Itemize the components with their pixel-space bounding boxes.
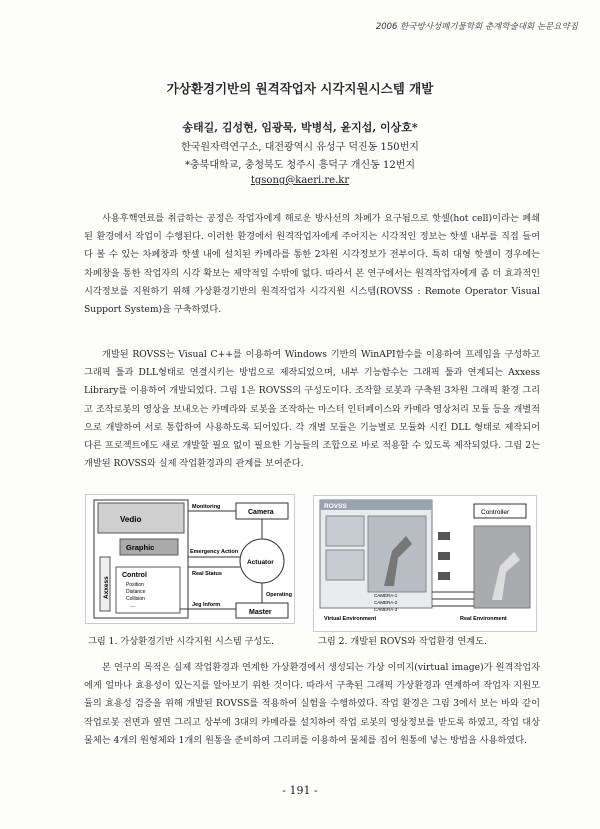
jeginform-label: Jeg Inform <box>192 602 221 608</box>
real-env-label: Real Environment <box>460 616 507 622</box>
paper-title: 가상환경기반의 원격작업자 시각지원시스템 개발 <box>166 81 434 96</box>
camera-1-label: CAMERA-1 <box>374 593 398 598</box>
camera-3-label: CAMERA-3 <box>374 607 398 612</box>
paragraph-3: 본 연구의 목적은 실제 작업환경과 연계한 가상환경에서 생성되는 가상 이미지(virtual image)가 원격작업자에게 얼마나 효용성이 있는지를 알아보기 위한 것이다. 따라서 구축된 그래픽 가상환경과 연계하여 작업자 지원모듈의 효용성 검증을 위해 개발된 ROVSS를 적용하여 실험을 수행하였다. 작업 환경은 그림 3에서 보는 바와 같이 작업로봇 전면과 옆면 그리고 상부에 3대의 카메라를 설치하여 작업 로봇의 영상정보를 받도록 하였고, 작업 대상 물체는 4개의 원형체와 1개의 원통을 준비하여 그리퍼를 이용하여 물체를 집어 원통에 넣는 방법을 사용하였다. <box>84 662 540 746</box>
master-label: Master <box>249 609 272 616</box>
controller-label: Controller <box>481 509 510 516</box>
figure-2 <box>313 495 537 632</box>
figure-2-diagram <box>314 496 536 631</box>
paragraph-2: 개발된 ROVSS는 Visual C++를 이용하여 Windows 기반의 WinAPI함수를 이용하여 프레임을 구성하고 그래픽 툴과 DLL형태로 연결시키는 방법으로 제작되었으며, 내부 기능함수는 그래픽 툴과 연계되는 Axxess Library를 이용하여 개발되었다. 그림 1은 ROVSS의 구성도이다. 조작할 로봇과 구축된 3차원 그래픽 환경 그리고 조작로봇의 영상을 보내오는 카메라와 로봇을 조작하는 마스터 인터페이스와 카메라 영상처리 모듈 등을 개별적으로 개발하여 서로 통합하여 사용하도록 되어있다. 각 개별 모듈은 기능별로 모듈화 시킨 DLL 형태로 제작되어 다른 프로젝트에도 새로 개발할 필요 없이 필요한 기능들의 조합으로 바로 적용할 수 있도록 제작되었다. 그림 2는 개발된 ROVSS와 실제 작업환경과의 관계를 보여준다. <box>84 349 540 470</box>
collision-label: Collision <box>126 596 145 602</box>
figure-1 <box>85 494 295 624</box>
affiliation-2: *충북대학교, 충청북도 청주시 흥덕구 개신동 12번지 <box>185 160 415 171</box>
position-label: Position <box>126 582 144 588</box>
vedio-label: Vedio <box>120 515 142 524</box>
actuator-label: Actuator <box>247 559 274 566</box>
figure-1-caption: 그림 1. 가상환경기반 시각지원 시스템 구성도. <box>88 636 275 647</box>
operating-label: Operating <box>266 592 292 598</box>
figure-1-diagram <box>86 495 294 623</box>
virtual-env-label: Virtual Environment <box>324 616 377 622</box>
rovss-label: ROVSS <box>324 503 347 510</box>
control-label: Control <box>122 572 147 579</box>
affiliation-1: 한국원자력연구소, 대전광역시 유성구 덕진동 150번지 <box>181 142 419 153</box>
figure-2-caption: 그림 2. 개발된 ROVS와 작업환경 연계도. <box>318 636 487 647</box>
running-header: 2006 한국방사성폐기물학회 춘계학술대회 논문요약집 <box>375 22 578 32</box>
page-number: - 191 - <box>282 784 318 797</box>
author-email: tgsong@kaeri.re.kr <box>250 175 350 186</box>
camera-1-icon <box>438 532 450 540</box>
axxess-label: Axxess <box>103 576 110 599</box>
graphic-label: Graphic <box>126 543 155 552</box>
author-list: 송태길, 김성현, 임광묵, 박병석, 윤지섭, 이상호* <box>182 121 418 134</box>
rovss-panel-2 <box>326 550 364 580</box>
camera-3-icon <box>438 572 450 580</box>
realstatus-label: Real Status <box>192 571 222 577</box>
emergency-label: Emergency Action <box>190 549 239 555</box>
ellipsis-label: … <box>130 603 136 609</box>
paragraph-1: 사용후핵연료를 취급하는 공정은 작업자에게 해로운 방사선의 차폐가 요구됨으로 핫셀(hot cell)이라는 폐쇄된 환경에서 작업이 수행된다. 이러한 환경에서 원격작업자에게 주어지는 시각적인 정보는 핫셀 내부를 직접 들여다 볼 수 있는 차폐창과 핫셀 내에 설치된 카메라를 통한 2차원 시각정보가 전부이다. 특히 대형 핫셀이 경우에는 차폐창을 통한 작업자의 시각 확보는 제약적일 수밖에 없다. 따라서 본 연구에서는 원격작업자에게 좀 더 효과적인 시각정보를 지원하기 위해 가상환경기반의 원격작업자 시각지원 시스템(ROVSS : Remote Operator Visual Support System)을 구축하였다. <box>84 213 540 316</box>
camera-label: Camera <box>248 509 274 516</box>
camera-2-label: CAMERA-2 <box>374 600 398 605</box>
rovss-panel-1 <box>326 516 364 546</box>
camera-2-icon <box>438 552 450 560</box>
distance-label: Distance <box>126 589 146 595</box>
monitoring-label: Monitoring <box>192 504 221 510</box>
